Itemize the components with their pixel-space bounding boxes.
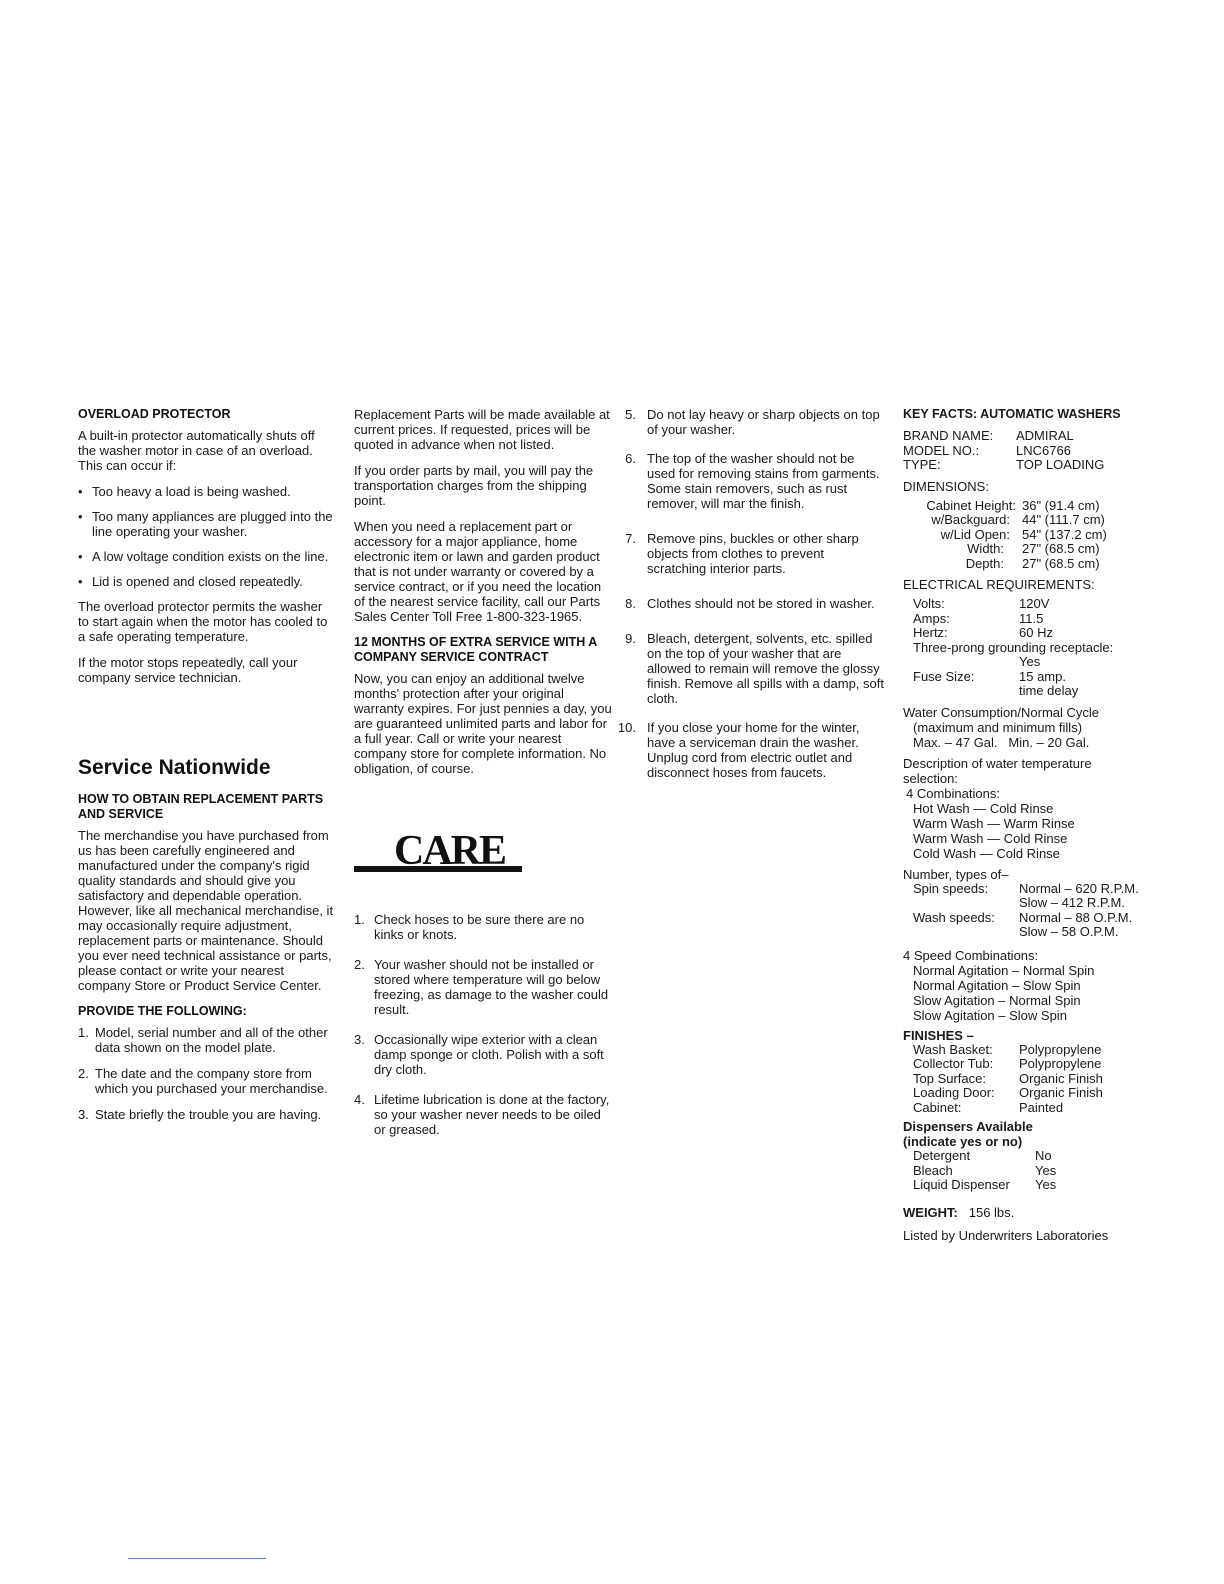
finish-label: Cabinet: [913,1099,962,1115]
water-min: Min. – 20 Gal. [1008,734,1090,750]
dim-label: w/Lid Open: [940,526,1010,542]
list-item: • A low voltage condition exists on the line. [78,549,336,564]
water-fills-note: (maximum and minimum fills) [913,719,1083,735]
finishes-table [913,1043,1103,1116]
volts-value: 120V [1019,596,1050,611]
temperature-combos-label: 4 Combinations: [906,785,1000,801]
wash-label: Wash speeds: [913,909,995,925]
list-item: 9. Bleach, detergent, solvents, etc. spilled on the top of your washer that are allowed to remain will remove the glossy finish. Remove all spills with a damp, soft cloth. [625,631,884,706]
footer-link-underline [128,1558,266,1559]
water-max: Max. – 47 Gal. [913,734,998,750]
fuse-value: 15 amp. [1019,668,1066,684]
list-item: 2. The date and the company store from which you purchased your merchandise. [78,1066,328,1096]
overload-call-text: If the motor stops repeatedly, call your company service technician. [78,655,298,685]
list-item: 2. Your washer should not be installed or stored where temperature will go below freezing, as damage to the washer could result. [354,957,609,1017]
list-item: 6. The top of the washer should not be used for removing stains from garments. Some stain removers, such as rust remover, will mar the finish. [625,451,880,511]
finish-label: Collector Tub: [913,1056,994,1071]
hertz-value: 60 Hz [1019,625,1053,640]
column-key-facts [903,407,1158,1243]
list-item: • Too heavy a load is being washed. [78,484,336,499]
fuse-delay: time delay [1019,683,1079,698]
list-item: Warm Wash — Cold Rinse [913,830,1068,846]
finish-value: Organic Finish [1019,1070,1103,1086]
list-item: • Too many appliances are plugged into the line operating your washer. [78,509,336,539]
dimensions-table [903,499,1107,572]
care-list [354,912,612,1137]
list-item: Hot Wash — Cold Rinse [913,800,1054,816]
dispenser-label: Bleach [913,1162,953,1178]
list-item: 5. Do not lay heavy or sharp objects on top of your washer. [625,407,880,437]
speed-combos-list [903,963,1158,1023]
list-item: 1. Model, serial number and all of the other data shown on the model plate. [78,1025,328,1055]
dim-label: Cabinet Height: [926,497,1016,513]
extra-service-text: Now, you can enjoy an additional twelve months' protection after your original warranty expires. For just pennies a day, you are guaranteed unlimited parts and labor for a full year. Call or write your nearest company store for complete information. No obligation, of course. [354,671,612,776]
howto-heading: HOW TO OBTAIN REPLACEMENT PARTS AND SERVICE [78,792,324,821]
finish-label: Top Surface: [913,1070,986,1086]
key-facts-heading: KEY FACTS: AUTOMATIC WASHERS [903,407,1121,421]
electrical-block [903,597,1158,699]
column-care-continued [617,407,886,794]
electrical-label: ELECTRICAL REQUIREMENTS: [903,577,1095,592]
overload-heading: OVERLOAD PROTECTOR [78,407,231,421]
dim-label: Width: [967,541,1004,556]
speeds-label: Number, types of– [903,866,1009,882]
list-item: Cold Wash — Cold Rinse [913,845,1060,861]
care-logo-word: CARE [394,828,506,874]
list-item: Normal Agitation – Slow Spin [913,977,1081,993]
overload-bullet-list [78,484,336,589]
provide-list [78,1025,336,1122]
list-item: 10. If you close your home for the winter, have a serviceman drain the washer. Unplug cord from electric outlet and disconnect hoses from faucets. [617,720,860,780]
speed-combos-label: 4 Speed Combinations: [903,947,1039,963]
parts-prices-text: Replacement Parts will be made available at current prices. If requested, prices will be quoted in advance when not listed. [354,407,610,452]
model-label: MODEL NO.: [903,442,980,458]
speeds-table [913,882,1139,940]
finish-value: Polypropylene [1019,1041,1102,1057]
overload-restart-text: The overload protector permits the washer to start again when the motor has cooled to a safe operating temperature. [78,599,328,644]
temperature-list [903,801,1158,861]
list-item: 4. Lifetime lubrication is done at the factory, so your washer never needs to be oiled or greased. [354,1092,610,1137]
list-item: Slow Agitation – Normal Spin [913,992,1081,1008]
finish-value: Painted [1019,1099,1064,1115]
dimensions-label: DIMENSIONS: [903,478,989,494]
temperature-line: Description of water temperature [903,755,1092,771]
model-value: LNC6766 [1016,442,1071,458]
grounding-label: Three-prong grounding receptacle: [913,639,1114,655]
spin-normal: Normal – 620 R.P.M. [1019,880,1139,896]
dispenser-value: No [1035,1148,1052,1163]
type-label: TYPE: [903,457,941,472]
dispensers-table [913,1149,1056,1193]
dim-value: 27" (68.5 cm) [1022,541,1100,556]
care-logo [354,828,524,876]
care-list-continued [617,407,886,780]
list-item: 7. Remove pins, buckles or other sharp objects from clothes to prevent scratching interior parts. [625,531,859,576]
wash-normal: Normal – 88 O.P.M. [1019,909,1133,925]
brand-label: BRAND NAME: [903,428,994,443]
extra-service-heading: 12 MONTHS OF EXTRA SERVICE WITH A COMPANY SERVICE CONTRACT [354,635,597,664]
dispensers-note: (indicate yes or no) [903,1134,1023,1149]
weight-value: 156 lbs. [968,1204,1015,1220]
dim-label: Depth: [965,555,1004,571]
weight-line [903,1205,1158,1220]
list-item: Normal Agitation – Normal Spin [913,962,1095,978]
hertz-label: Hertz: [913,625,948,640]
type-value: TOP LOADING [1016,457,1105,472]
list-item: Slow Agitation – Slow Spin [913,1007,1067,1023]
temperature-line-2: selection: [903,770,958,786]
fuse-label: Fuse Size: [913,668,975,684]
finish-label: Wash Basket: [913,1041,993,1057]
dispenser-value: Yes [1035,1162,1057,1178]
finish-value: Polypropylene [1019,1056,1102,1071]
finish-label: Loading Door: [913,1085,995,1100]
parts-mail-text: If you order parts by mail, you will pay the transportation charges from the shipping point. [354,463,594,508]
finishes-label: FINISHES – [903,1027,974,1043]
dim-value: 27" (68.5 cm) [1022,555,1100,571]
dim-value: 44" (111.7 cm) [1022,512,1105,527]
grounding-value: Yes [1019,654,1041,669]
dispensers-label: Dispensers Available [903,1119,1033,1134]
wash-slow: Slow – 58 O.P.M. [1019,924,1119,939]
water-consumption-line: Water Consumption/Normal Cycle [903,704,1100,720]
dim-label: w/Backguard: [931,512,1010,527]
amps-value: 11.5 [1019,610,1044,626]
parts-sales-center-text: When you need a replacement part or accessory for a major appliance, home electronic item or lawn and garden product that is not under warranty or covered by a service contract, or if you need the location of the nearest service facility, call our Parts Sales Center Toll Free 1-800-323-1965. [354,519,602,624]
ul-listing: Listed by Underwriters Laboratories [903,1227,1109,1243]
amps-label: Amps: [913,610,950,626]
brand-value: ADMIRAL [1016,428,1074,443]
howto-text: The merchandise you have purchased from us has been carefully engineered and manufactured under the company's rigid quality standards and should give you satisfactory and dependable operation. However, like all mechanical merchandise, it may occasionally require adjustment, replacement parts or maintenance. Should you ever need technical assistance or parts, please contact or write your nearest company Store or Product Service Center. [78,828,334,993]
list-item: 3. State briefly the trouble you are having. [78,1107,322,1122]
list-item: Warm Wash — Warm Rinse [913,815,1075,831]
water-max-min [903,735,1158,750]
spin-label: Spin speeds: [913,880,989,896]
dim-value: 54" (137.2 cm) [1022,526,1107,542]
spin-slow: Slow – 412 R.P.M. [1019,895,1125,910]
dim-value: 36" (91.4 cm) [1022,497,1100,513]
provide-heading: PROVIDE THE FOLLOWING: [78,1004,247,1018]
dispenser-label: Liquid Dispenser [913,1177,1010,1192]
list-item: 1. Check hoses to be sure there are no kinks or knots. [354,912,585,942]
overload-intro: A built-in protector automatically shuts off the washer motor in case of an overload. This can occur if: [78,428,315,473]
volts-label: Volts: [913,596,945,611]
brand-model-table [903,429,1104,473]
column-parts-care [354,407,612,1152]
service-nationwide-title: Service Nationwide [78,756,271,779]
dispenser-label: Detergent [913,1148,971,1163]
list-item: 3. Occasionally wipe exterior with a clean damp sponge or cloth. Polish with a soft dry cloth. [354,1032,604,1077]
list-item: 8. Clothes should not be stored in washer. [625,596,875,611]
list-item: • Lid is opened and closed repeatedly. [78,574,336,589]
column-overload-service [78,407,336,1133]
finish-value: Organic Finish [1019,1085,1103,1100]
weight-label: WEIGHT: [903,1204,958,1220]
dispenser-value: Yes [1035,1177,1057,1192]
